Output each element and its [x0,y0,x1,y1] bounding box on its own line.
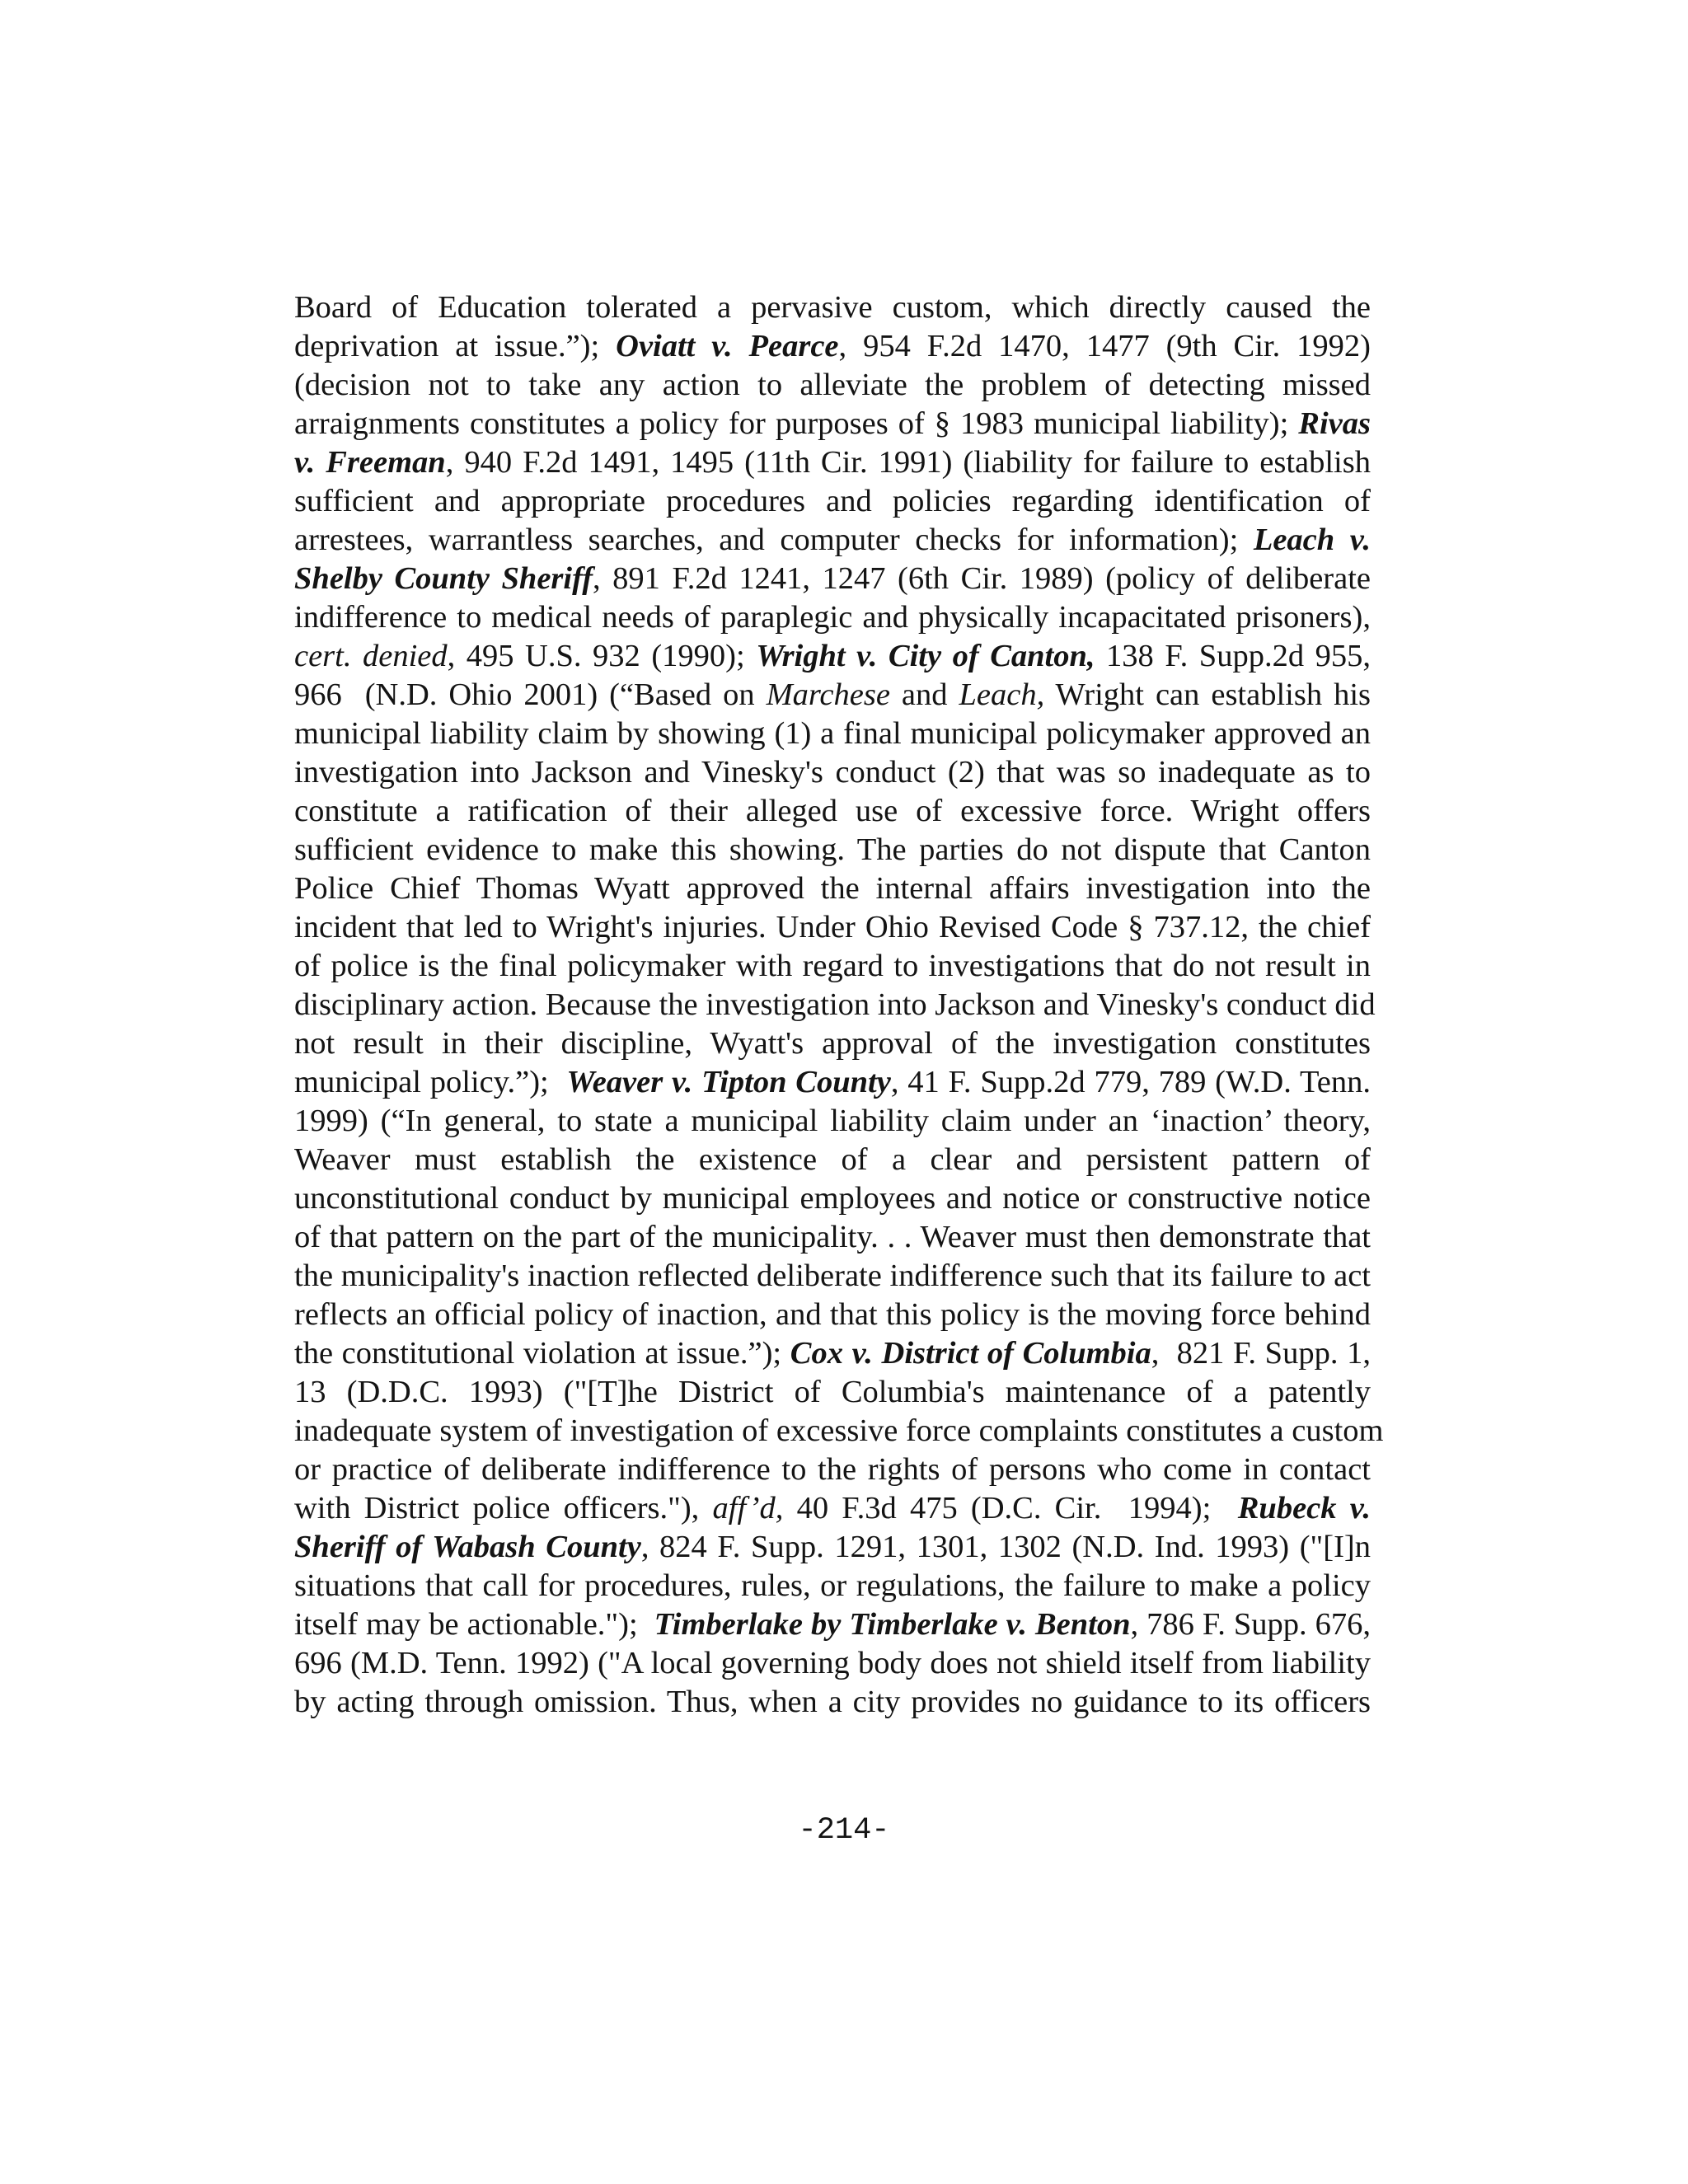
text-run: with District police officers."), [294,1491,713,1526]
text-line [294,521,1371,560]
text-line [294,482,1371,521]
text-run: 696 (M.D. Tenn. 1992) ("A local governing body does not shield itself from liability [294,1646,1371,1680]
text-line [294,908,1371,947]
text-line [294,676,1371,715]
text-run: disciplinary action. Because the investigation into Jackson and Vinesky's conduct did [294,987,1376,1022]
text-run: 138 F. Supp.2d 955, [1095,639,1371,673]
text-line [294,1063,1371,1102]
text-line [294,1102,1371,1141]
body-text [294,288,1384,1722]
text-line [294,560,1371,598]
text-line [294,1605,1371,1644]
text-run: , 824 F. Supp. 1291, 1301, 1302 (N.D. Ind. 1993) ("[I]n [640,1530,1371,1564]
text-line [294,753,1371,792]
text-line [294,1257,1371,1296]
text-line [294,405,1371,443]
text-run: 1999) (“In general, to state a municipal liability claim under an ‘inaction’ theory, [294,1104,1371,1138]
text-run: , 940 F.2d 1491, 1495 (11th Cir. 1991) (liability for failure to establish [445,445,1371,480]
text-line [294,947,1371,986]
text-run: arrestees, warrantless searches, and computer checks for information); [294,523,1254,557]
case-citation: Rubeck v. [1237,1491,1371,1526]
text-run: sufficient evidence to make this showing. The parties do not dispute that Canton [294,832,1371,867]
text-run: 966 (N.D. Ohio 2001) (“Based on [294,677,767,712]
case-citation: Leach v. [1253,523,1372,557]
case-citation: Wright v. City of Canton, [756,639,1095,673]
case-citation: Leach, [959,677,1045,712]
text-line [294,1024,1371,1063]
text-line [294,288,1371,327]
text-run: indifference to medical needs of paraplegic and physically incapacitated prisoners), [294,600,1371,635]
text-run: , 495 U.S. 932 (1990); [447,639,757,673]
text-line [294,366,1371,405]
text-line [294,1644,1371,1683]
case-citation: Oviatt v. Pearce [616,329,839,363]
text-line [294,327,1371,366]
text-line [294,986,1376,1024]
case-citation: Weaver v. Tipton County [566,1065,891,1099]
text-run: , 891 F.2d 1241, 1247 (6th Cir. 1989) (policy of deliberate [593,561,1371,596]
text-line [294,869,1371,908]
text-run: Board of Education tolerated a pervasive custom, which directly caused the [294,290,1371,325]
text-line [294,1141,1371,1179]
text-line [294,1489,1371,1528]
text-line [294,1218,1371,1257]
text-run: deprivation at issue.”); [294,329,617,363]
text-run: of that pattern on the part of the municipality. . . Weaver must then demonstrate that [294,1220,1371,1254]
text-run: and [889,677,959,712]
text-run: itself may be actionable."); [294,1607,654,1642]
text-line [294,637,1371,676]
text-run: municipal policy.”); [294,1065,567,1099]
text-line [294,1683,1371,1722]
text-line [294,598,1371,637]
text-run: incident that led to Wright's injuries. Under Ohio Revised Code § 737.12, the chief [294,910,1371,944]
text-run: reflects an official policy of inaction, and that this policy is the moving force behind [294,1297,1371,1332]
text-run: unconstitutional conduct by municipal employees and notice or constructive notice [294,1181,1371,1216]
text-run: investigation into Jackson and Vinesky's conduct (2) that was so inadequate as to [294,755,1371,790]
case-citation: cert. denied [294,639,448,673]
text-run: Wright can establish his [1044,677,1371,712]
case-citation: aff’d, [712,1491,784,1526]
text-line [294,1296,1371,1334]
text-run: by acting through omission. Thus, when a city provides no guidance to its officers [294,1685,1371,1719]
text-run: 40 F.3d 475 (D.C. Cir. 1994); [783,1491,1238,1526]
case-citation: Shelby County Sheriff [294,561,593,596]
text-line [294,1451,1371,1489]
text-line [294,1334,1371,1373]
case-citation: Sheriff of Wabash County [294,1530,641,1564]
text-run: the constitutional violation at issue.”); [294,1336,790,1371]
text-run: , 41 F. Supp.2d 779, 789 (W.D. Tenn. [890,1065,1372,1099]
case-citation: Marchese [766,677,890,712]
case-citation: Cox v. District of Columbia [790,1336,1151,1371]
text-line [294,443,1371,482]
text-run: , 954 F.2d 1470, 1477 (9th Cir. 1992) [838,329,1372,363]
text-run: the municipality's inaction reflected deliberate indifference such that its failure to act [294,1258,1371,1293]
case-citation: v. Freeman [294,445,446,480]
text-run: , 786 F. Supp. 676, [1130,1607,1371,1642]
text-run: of police is the final policymaker with regard to investigations that do not result in [294,949,1371,983]
text-run: (decision not to take any action to alleviate the problem of detecting missed [294,368,1371,402]
case-citation: Rivas [1298,406,1371,441]
text-run: 13 (D.D.C. 1993) ("[T]he District of Columbia's maintenance of a patently [294,1375,1371,1409]
text-line [294,831,1371,869]
text-line [294,1567,1371,1605]
text-run: , 821 F. Supp. 1, [1151,1336,1371,1371]
text-line [294,792,1371,831]
text-run: or practice of deliberate indifference to the rights of persons who come in contact [294,1452,1371,1487]
text-run: not result in their discipline, Wyatt's approval of the investigation constitutes [294,1026,1371,1061]
text-run: constitute a ratification of their alleged use of excessive force. Wright offers [294,794,1371,828]
text-run: situations that call for procedures, rules, or regulations, the failure to make a policy [294,1568,1371,1603]
page-number: -214- [798,1813,890,1848]
text-run: sufficient and appropriate procedures and policies regarding identification of [294,484,1371,518]
text-line [294,1373,1371,1412]
case-citation: Timberlake by Timberlake v. Benton [654,1607,1131,1642]
text-line [294,715,1371,753]
text-run: Police Chief Thomas Wyatt approved the internal affairs investigation into the [294,871,1371,906]
text-line [294,1528,1371,1567]
text-line [294,1412,1384,1451]
text-run: inadequate system of investigation of excessive force complaints constitutes a custom [294,1413,1384,1448]
text-run: municipal liability claim by showing (1) a final municipal policymaker approved an [294,716,1371,751]
text-line [294,1179,1371,1218]
text-run: arraignments constitutes a policy for purposes of § 1983 municipal liability); [294,406,1299,441]
text-run: Weaver must establish the existence of a clear and persistent pattern of [294,1142,1371,1177]
